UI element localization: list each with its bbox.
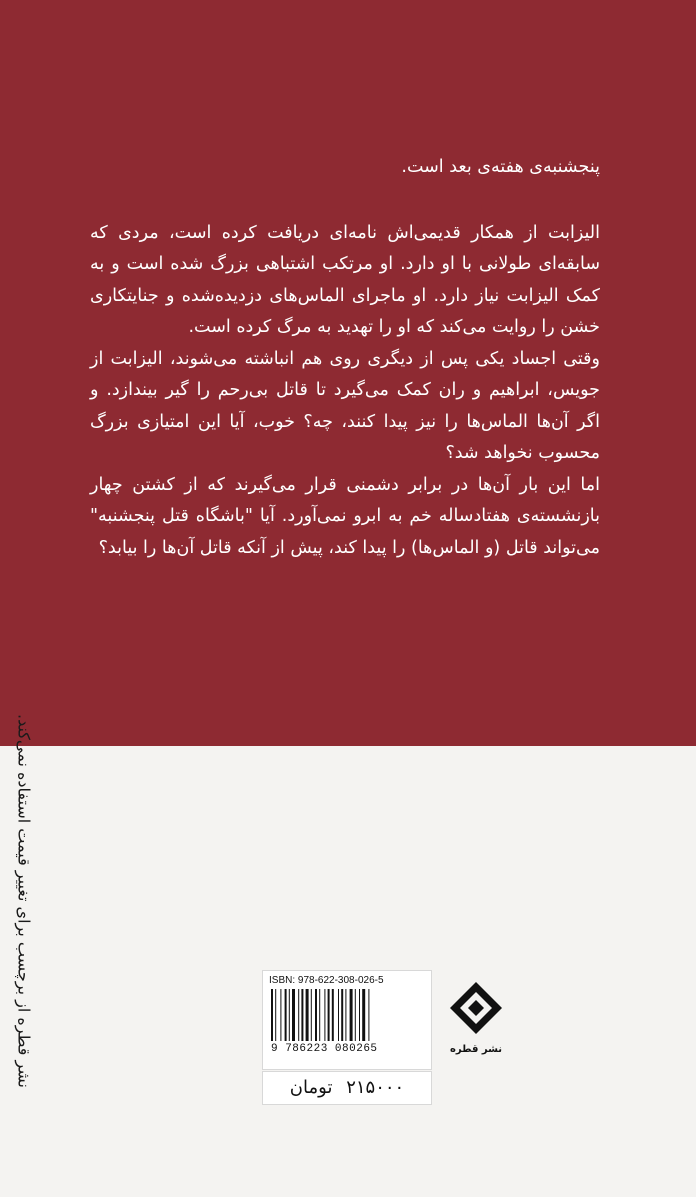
isbn-text: ISBN: 978-622-308-026-5 (269, 975, 384, 986)
isbn-barcode-sticker (262, 970, 432, 1070)
publisher-logo-text: نشر قطره (449, 1044, 503, 1055)
publisher-logo-icon (440, 978, 512, 1042)
blurb-paragraph: الیزابت از همکار قدیمی‌اش نامه‌ای دریافت کرده است، مردی که سابقه‌ای طولانی با او دارد. او مرتکب اشتباهی بزرگ شده است و به کمک الیزابت نیاز دارد. او ماجرای الماس‌های دزدیده‌شده و جنایتکاری خشن را روایت می‌کند که او را تهدید به مرگ کرده است. (90, 222, 600, 337)
price-sticker-notice-text: نشر قطره از برچسب برای تغییر قیمت استفاده نمی‌کند. (14, 713, 34, 1089)
book-blurb (90, 152, 600, 564)
publisher-logo (440, 978, 512, 1070)
blurb-paragraph: اما این بار آن‌ها در برابر دشمنی قرار می‌گیرند که از کشتن چهار بازنشسته‌ی هفتادساله خم به ابرو نمی‌آورد. آیا "باشگاه قتل پنجشنبه" می‌تواند قاتل (و الماس‌ها) را پیدا کند، پیش از آنکه قاتل آن‌ها را بیابد؟ (90, 474, 600, 558)
price-sticker-notice (0, 713, 48, 1089)
barcode-icon (269, 989, 425, 1041)
price-amount: ۲۱۵۰۰۰ (346, 1077, 405, 1098)
blurb-lead: پنجشنبه‌ی هفته‌ی بعد است. (401, 157, 600, 177)
blurb-paragraph: وقتی اجساد یکی پس از دیگری روی هم انباشته می‌شوند، الیزابت از جویس، ابراهیم و ران کمک می‌گیرد تا قاتل بی‌رحم را گیر بیندازد. و اگر آن‌ها الماس‌ها را نیز پیدا کنند، چه؟ خوب، آیا این امتیازی بزرگ محسوب نخواهد شد؟ (90, 348, 600, 463)
barcode-digits: 9 786223 080265 (271, 1043, 378, 1055)
price-unit: تومان (289, 1077, 333, 1098)
price-sticker (262, 1071, 432, 1105)
